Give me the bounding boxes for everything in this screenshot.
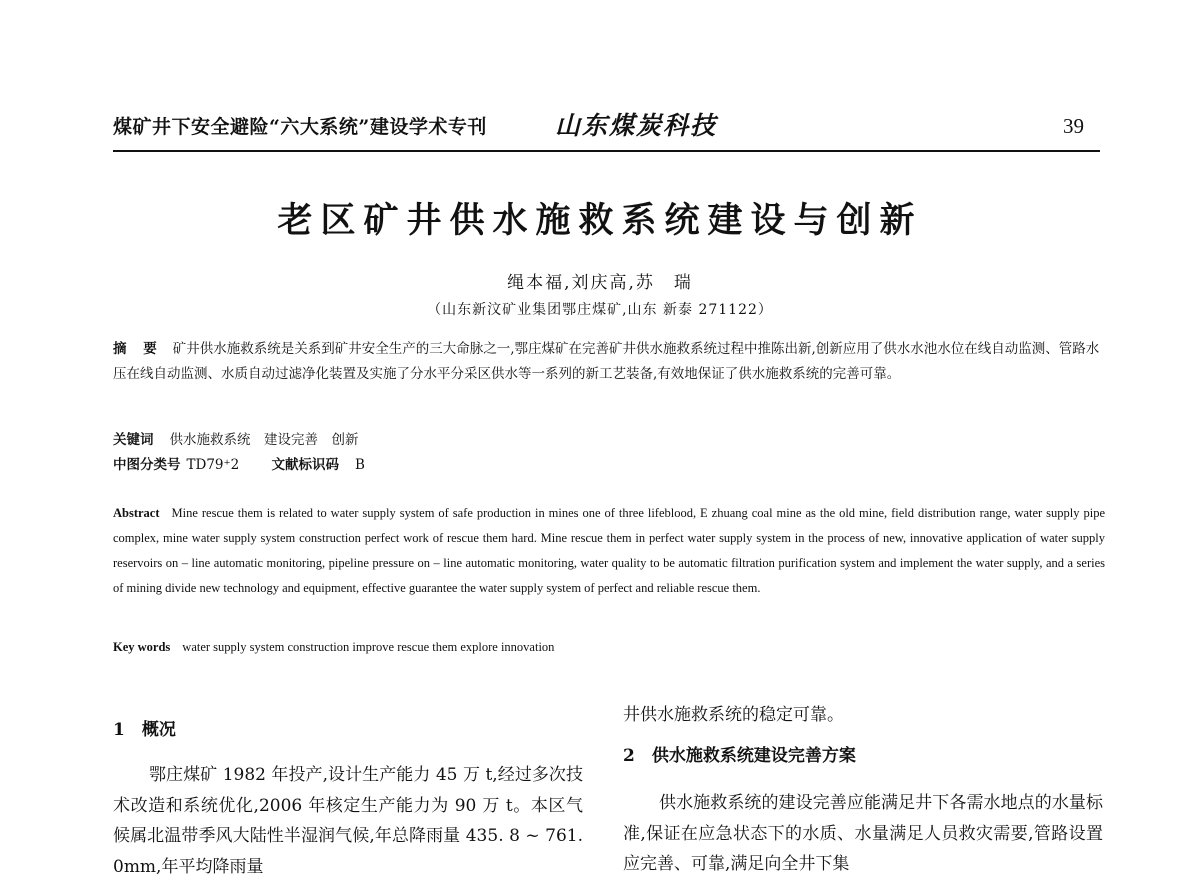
abstract-cn-label: 摘 要 [113, 341, 163, 357]
keywords-en-text: water supply system construction improve rescue them explore innovation [182, 640, 555, 654]
doc-code [272, 457, 365, 473]
article-affiliation: （山东新汶矿业集团鄂庄煤矿,山东 新泰 271122） [427, 302, 773, 318]
article-title: 老区矿井供水施救系统建设与创新 [277, 200, 923, 241]
section-2-paragraph: 供水施救系统的建设完善应能满足井下各需水地点的水量标准,保证在应急状态下的水质、水量满足人员救灾需要,管路设置应完善、可靠,满足向全井下集 [623, 793, 1103, 874]
classification-label: 中图分类号 [113, 457, 181, 473]
page-number: 39 [1063, 114, 1084, 138]
abstract-en [113, 501, 1105, 601]
journal-topic: 煤矿井下安全避险“六大系统”建设学术专刊 [113, 116, 487, 138]
doc-code-value: B [355, 457, 365, 473]
article-authors: 绳本福,刘庆高,苏 瑞 [507, 273, 693, 293]
doc-code-label: 文献标识码 [271, 457, 340, 473]
abstract-en-label: Abstract [113, 506, 160, 520]
section-1-paragraph: 鄂庄煤矿 1982 年投产,设计生产能力 45 万 t,经过多次技术改造和系统优化,2006 年核定生产能力为 90 万 t。本区气候属北温带季风大陆性半湿润气候,年总降雨量 435. 8 ~ 761. 0mm,年平均降雨量 [113, 765, 583, 877]
classification-line [113, 453, 365, 473]
section-2-heading: 2 供水施救系统建设完善方案 [623, 746, 856, 766]
section-1-heading: 1 概况 [113, 720, 176, 740]
abstract-en-text: Mine rescue them is related to water supply system of safe production in mines one of three lifeblood, E zhuang coal mine as the old mine, field distribution range, water supply pipe complex, mine water supply system construction perfect work of rescue them hard. Mine rescue them in perfect water supply system in the process of new, innovative application of water supply reservoirs on – line automatic monitoring, pipeline pressure on – line automatic monitoring, water quality to be automatic filtration purification system and implement the water supply, and a series of mining divide new technology and equipment, effective guarantee the water supply system of perfect and reliable rescue them. [113, 506, 1105, 595]
abstract-cn-text: 矿井供水施救系统是关系到矿井安全生产的三大命脉之一,鄂庄煤矿在完善矿井供水施救系统过程中推陈出新,创新应用了供水水池水位在线自动监测、管路水压在线自动监测、水质自动过滤净化装置及实施了分水平分采区供水等一系列的新工艺装备,有效地保证了供水施救系统的完善可靠。 [113, 341, 1100, 382]
keywords-en [113, 640, 554, 655]
classification-value: TD79⁺2 [186, 457, 240, 473]
keywords-en-label: Key words [113, 640, 171, 654]
journal-name-logo: 山东煤炭科技 [555, 111, 718, 140]
keywords-cn [113, 428, 359, 448]
abstract-cn [113, 337, 1103, 387]
right-column-continuation: 井供水施救系统的稳定可靠。 [623, 705, 844, 725]
keywords-cn-label: 关键词 [113, 432, 154, 448]
keywords-cn-text: 供水施救系统 建设完善 创新 [169, 432, 359, 448]
header-rule [113, 150, 1100, 152]
